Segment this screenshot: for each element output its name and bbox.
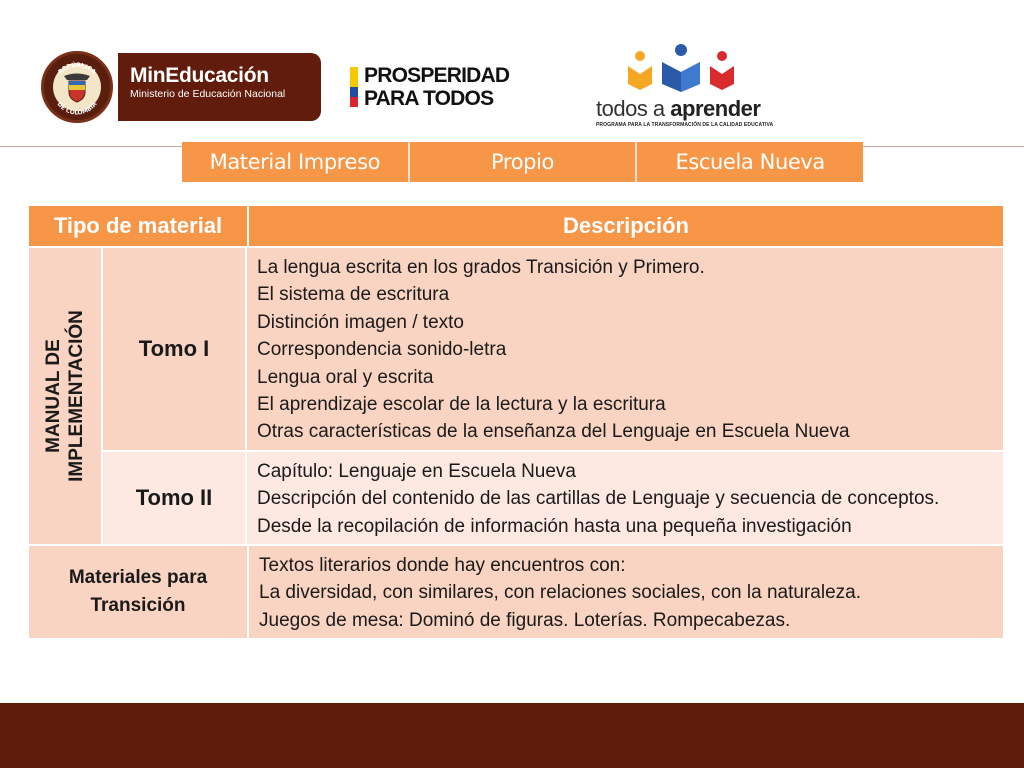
transicion-label-line1: Materiales para: [68, 567, 208, 589]
children-figures-icon: [626, 44, 736, 92]
tomo-1-description: [247, 248, 1003, 450]
description-line: Otras características de la enseñanza del Lenguaje en Escuela Nueva: [257, 421, 850, 443]
manual-rows: [103, 248, 1003, 544]
tomo-2-description: [247, 452, 1003, 544]
seal-ring: [44, 54, 110, 120]
materials-table: [29, 206, 1003, 638]
description-line: Desde la recopilación de información hasta una pequeña investigación: [257, 515, 852, 537]
manual-label-cell: [29, 248, 103, 544]
header-descripcion: Descripción: [563, 213, 689, 238]
transicion-label-line2: Transición: [90, 595, 186, 617]
table-header: [29, 206, 1003, 246]
taa-tagline: PROGRAMA PARA LA TRANSFORMACIÓN DE LA CALIDAD EDUCATIVA: [596, 122, 774, 128]
prosperidad-line1: PROSPERIDAD: [364, 64, 510, 87]
taa-text-light: todos a: [596, 96, 671, 121]
description-line: El sistema de escritura: [257, 284, 450, 306]
description-line: Descripción del contenido de las cartillas de Lenguaje y secuencia de conceptos.: [257, 488, 940, 510]
manual-section: [29, 246, 1003, 544]
header-tipo-de-material: Tipo de material: [29, 206, 249, 246]
colombia-flag-icon: [350, 67, 358, 107]
todos-a-aprender-logo: [592, 44, 772, 130]
table-row-transicion: [29, 544, 1003, 638]
tab-escuela-nueva: Escuela Nueva: [637, 142, 863, 182]
manual-label-line1: MANUAL DE: [43, 339, 64, 453]
description-line: Textos literarios donde hay encuentros con:: [259, 555, 626, 577]
svg-text:DE COLOMBIA: [56, 101, 99, 117]
manual-label: [42, 310, 88, 482]
tomo-2-label: Tomo II: [103, 452, 247, 544]
table-row-tomo-1: [103, 248, 1003, 450]
description-line: El aprendizaje escolar de la lectura y la escritura: [257, 394, 666, 416]
description-line: Correspondencia sonido-letra: [257, 339, 507, 361]
description-line: Lengua oral y escrita: [257, 366, 434, 388]
prosperidad-text: [364, 64, 509, 110]
prosperidad-para-todos-logo: [350, 64, 530, 112]
footer-bar: [0, 703, 1024, 768]
seal-text-top: REPÚBLICA: [56, 61, 98, 76]
description-line: Juegos de mesa: Dominó de figuras. Loterías. Rompecabezas.: [259, 609, 791, 631]
category-tabs: [182, 142, 863, 182]
taa-text-bold: aprender: [670, 96, 761, 121]
description-line: Capítulo: Lenguaje en Escuela Nueva: [257, 460, 577, 482]
table-row-tomo-2: [103, 450, 1003, 544]
mineducacion-subtitle: Ministerio de Educación Nacional: [130, 88, 286, 100]
description-line: Distinción imagen / texto: [257, 311, 464, 333]
tomo-1-label: Tomo I: [103, 248, 247, 450]
colombia-seal-logo: [41, 51, 113, 123]
transicion-description: [249, 546, 1003, 638]
description-line: La lengua escrita en los grados Transición y Primero.: [257, 257, 705, 278]
mineducacion-logo: [118, 53, 321, 121]
seal-text-bottom: DE COLOMBIA: [55, 100, 99, 117]
tab-propio: Propio: [410, 142, 638, 182]
mineducacion-title: MinEducación: [130, 64, 269, 87]
tab-material-impreso: Material Impreso: [182, 142, 410, 182]
prosperidad-line2: PARA TODOS: [364, 87, 494, 110]
svg-text:REPÚBLICA: [57, 62, 97, 76]
todos-a-aprender-text: [596, 96, 760, 122]
manual-label-line2: IMPLEMENTACIÓN: [66, 310, 87, 482]
transicion-label: [29, 546, 249, 638]
description-line: La diversidad, con similares, con relaciones sociales, con la naturaleza.: [259, 582, 861, 604]
